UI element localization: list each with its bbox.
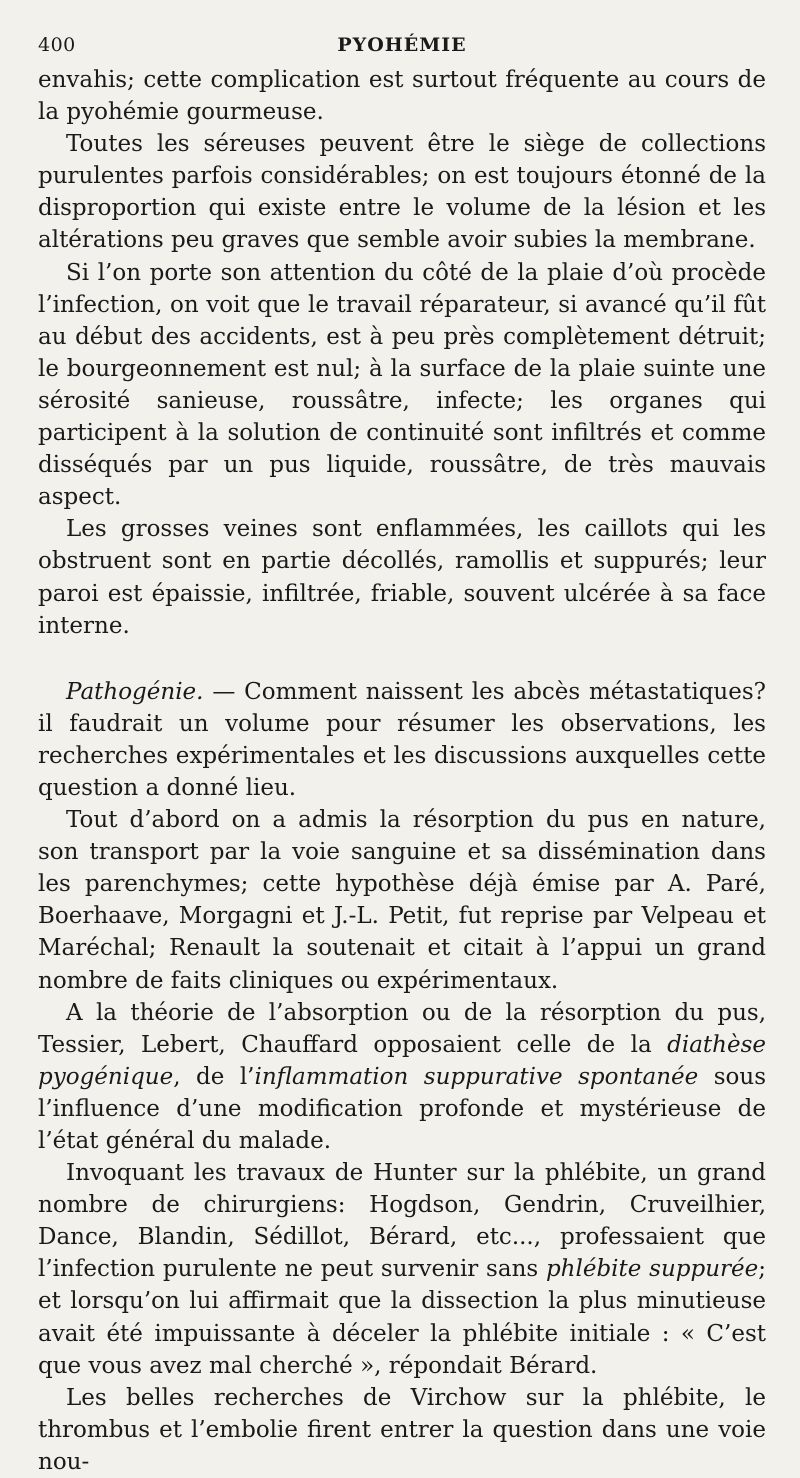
text-run: Invoquant les travaux de Hunter sur la phlébite, un grand nombre de chirurgiens: Hogdson, Gendrin, Cruveilhier, Dance, Blandin, Sédillot, Bérard, etc..., professaient que l’infection purulente ne peut survenir sans — [38, 1160, 766, 1283]
text-run: sous l’influence d’une modification profonde et mystérieuse de l’état général du malade. — [38, 1063, 766, 1154]
paragraph-hunter — [38, 1157, 766, 1382]
paragraph-virchow: Les belles recherches de Virchow sur la phlébite, le thrombus et l’embolie firent entrer la question dans une voie nou- — [38, 1384, 766, 1475]
running-title: PYOHÉMIE — [337, 34, 467, 56]
paragraph-sereuses: Toutes les séreuses peuvent être le siège de collections purulentes parfois considérables; on est toujours étonné de la disproportion qui existe entre le volume de la lésion et les altérations peu graves que semble avoir subies la membrane. — [38, 131, 766, 254]
paragraph-pathogenie-text: — Comment naissent les abcès métastatiques? il faudrait un volume pour résumer les observations, les recherches expérimentales et les discussions auxquelles cette question a donné lieu. — [38, 678, 766, 801]
italic-term: diathèse pyogénique — [38, 1031, 766, 1090]
italic-term: inflammation suppurative spontanée — [254, 1063, 699, 1090]
paragraph-veines: Les grosses veines sont enflammées, les caillots qui les obstruent sont en partie décollés, ramollis et suppurés; leur paroi est épaissie, infiltrée, friable, souvent ulcérée à sa face interne. — [38, 516, 766, 639]
paragraph-plaie: Si l’on porte son attention du côté de la plaie d’où procède l’infection, on voit que le travail réparateur, si avancé qu’il fût au début des accidents, est à peu près complètement détruit; le bourgeonnement est nul; à la surface de la plaie suinte une sérosité sanieuse, roussâtre, infecte; les organes qui participent à la solution de continuité sont infiltrés et comme disséqués par un pus liquide, roussâtre, de très mauvais aspect. — [38, 259, 766, 511]
page-number: 400 — [38, 34, 76, 56]
paragraph-diathese — [38, 997, 766, 1157]
text-run: A la théorie de l’absorption ou de la résorption du pus, Tessier, Lebert, Chauffard opposaient celle de la — [38, 999, 766, 1058]
body-text — [38, 64, 766, 1478]
paragraph-resorption: Tout d’abord on a admis la résorption du pus en nature, son transport par la voie sanguine et sa dissémination dans les parenchymes; cette hypothèse déjà émise par A. Paré, Boerhaave, Morgagni et J.-L. Petit, fut reprise par Velpeau et Maréchal; Renault la soutenait et citait à l’appui un grand nombre de faits cliniques ou expérimentaux. — [38, 807, 766, 994]
text-run: ; et lorsqu’on lui affirmait que la dissection la plus minutieuse avait été impuissante à déceler la phlébite initiale : « C’est que vous avez mal cherché », répondait Bérard. — [38, 1256, 766, 1379]
italic-term: phlébite suppurée — [545, 1256, 759, 1283]
running-head — [38, 30, 766, 64]
text-run: , de l’ — [173, 1063, 255, 1090]
section-runin-heading: Pathogénie. — [66, 678, 204, 705]
section-gap — [38, 642, 766, 676]
paragraph-pathogenie — [38, 676, 766, 804]
paragraph-continuation: envahis; cette complication est surtout fréquente au cours de la pyohémie gourmeuse. — [38, 67, 766, 126]
